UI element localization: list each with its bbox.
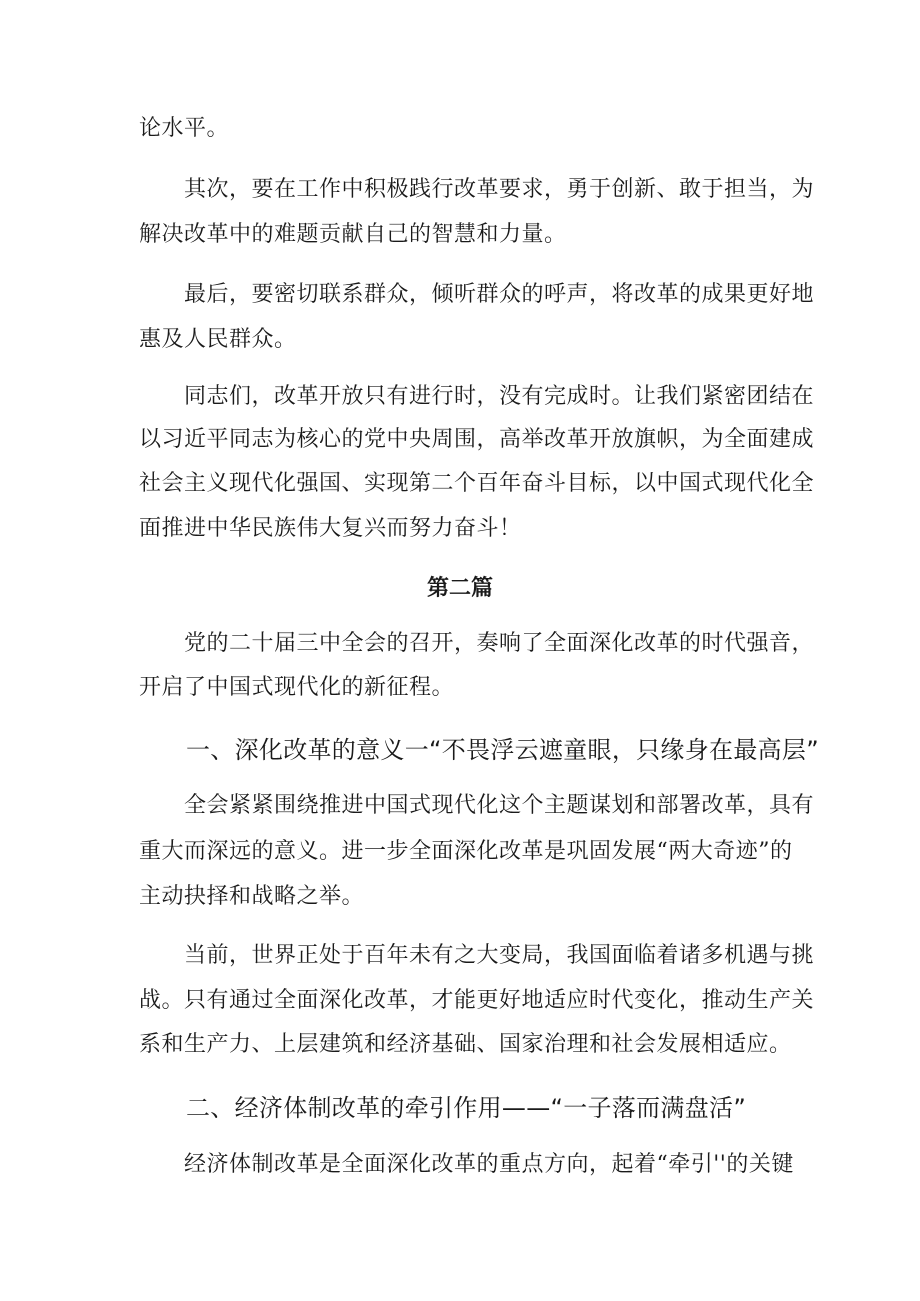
text-line: 最后，要密切联系群众，倾听群众的呼声，将改革的成果更好地 bbox=[184, 282, 815, 307]
section-heading: 一、深化改革的意义一“不畏浮云遮童眼，只缘身在最高层” bbox=[186, 736, 819, 764]
text-line: 以习近平同志为核心的党中央周围，高举改革开放旗帜，为全面建成 bbox=[139, 427, 815, 452]
text-line: 系和生产力、上层建筑和经济基础、国家治理和社会发展相适应。 bbox=[139, 1032, 792, 1057]
section-heading: 二、经济体制改革的牵引作用——“一子落而满盘活” bbox=[186, 1094, 747, 1122]
text-line: 解决改革中的难题贡献自己的智慧和力量。 bbox=[139, 222, 567, 247]
text-line: 当前，世界正处于百年未有之大变局，我国面临着诸多机遇与挑 bbox=[184, 943, 815, 968]
text-line: 惠及人民群众。 bbox=[139, 327, 297, 352]
text-line: 经济体制改革是全面深化改革的重点方向，起着“牵引''的关键 bbox=[184, 1152, 794, 1177]
text-line: 同志们，改革开放只有进行时，没有完成时。让我们紧密团结在 bbox=[184, 384, 815, 409]
text-line: 开启了中国式现代化的新征程。 bbox=[139, 675, 455, 700]
text-line: 社会主义现代化强国、实现第二个百年奋斗目标，以中国式现代化全 bbox=[139, 471, 815, 496]
text-line: 重大而深远的意义。进一步全面深化改革是巩固发展“两大奇迹”的 bbox=[139, 839, 793, 864]
text-line: 论水平。 bbox=[139, 116, 230, 141]
text-line: 战。只有通过全面深化改革，才能更好地适应时代变化，推动生产关 bbox=[139, 988, 815, 1013]
text-line: 面推进中华民族伟大复兴而努力奋斗！ bbox=[139, 516, 522, 541]
text-line: 主动抉择和战略之举。 bbox=[139, 884, 365, 909]
section-title: 第二篇 bbox=[426, 575, 493, 601]
text-line: 其次，要在工作中积极践行改革要求，勇于创新、敢于担当，为 bbox=[184, 177, 815, 202]
text-line: 党的二十届三中全会的召开，奏响了全面深化改革的时代强音， bbox=[184, 631, 815, 656]
text-line: 全会紧紧围绕推进中国式现代化这个主题谋划和部署改革，具有 bbox=[184, 793, 815, 818]
